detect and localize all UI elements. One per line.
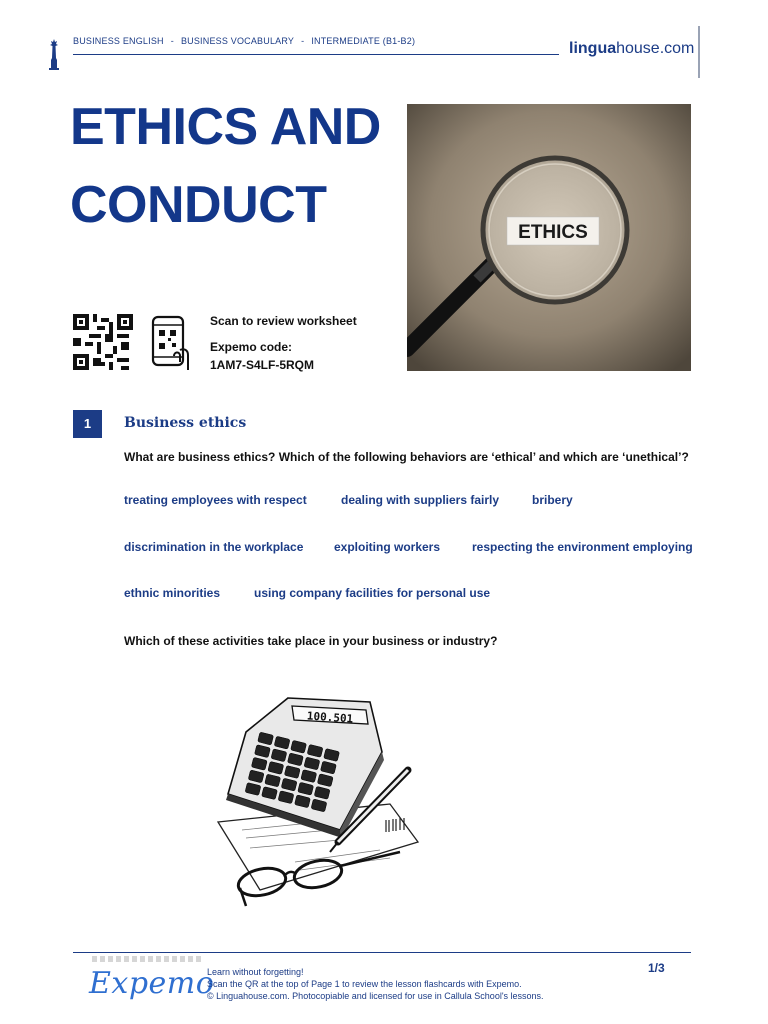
brand-logo[interactable]: linguahouse.com bbox=[569, 40, 695, 57]
question-text: What are business ethics? Which of the following behaviors are ‘ethical’ and which are ‘unethical’? bbox=[124, 450, 689, 464]
vocab-term: treating employees with respect bbox=[124, 493, 307, 507]
calculator-display: 100.501 bbox=[306, 709, 354, 726]
breadcrumb-item[interactable]: INTERMEDIATE (B1-B2) bbox=[311, 36, 416, 46]
header-edge-bar bbox=[698, 26, 700, 78]
statue-of-liberty-icon bbox=[48, 38, 60, 70]
section-number-badge: 1 bbox=[73, 410, 102, 438]
vocab-term: exploiting workers bbox=[334, 540, 441, 554]
qr-code-icon[interactable] bbox=[73, 314, 133, 370]
footer-text: Learn without forgetting! Scan the QR at the top of Page 1 to review the lesson flashcards with Expemo. © Linguahouse.com. Photocopiable and licensed for use in Callula School's lessons. bbox=[207, 967, 544, 1001]
vocab-term: bribery bbox=[532, 493, 573, 507]
calculator-illustration bbox=[200, 692, 426, 918]
footer-divider bbox=[73, 952, 691, 953]
vocab-term: discrimination in the workplace bbox=[124, 540, 304, 554]
phone-scan-icon bbox=[150, 314, 192, 372]
photo-label: ETHICS bbox=[518, 222, 588, 243]
header-divider bbox=[73, 54, 559, 55]
scan-instructions: Scan to review worksheet Expemo code: 1AM7-S4LF-5RQM bbox=[210, 314, 357, 372]
page-number: 1/3 bbox=[648, 961, 665, 975]
breadcrumb: BUSINESS ENGLISH - BUSINESS VOCABULARY - INTERMEDIATE (B1-B2) bbox=[73, 36, 416, 46]
section-title: Business ethics bbox=[124, 415, 247, 431]
breadcrumb-item[interactable]: BUSINESS VOCABULARY bbox=[180, 36, 295, 46]
question-text: Which of these activities take place in your business or industry? bbox=[124, 634, 498, 648]
magnifying-glass-photo bbox=[407, 104, 691, 371]
breadcrumb-item[interactable]: BUSINESS ENGLISH bbox=[73, 36, 164, 46]
expemo-logo[interactable]: Expemo bbox=[89, 966, 215, 1001]
vocab-term: respecting the environment employing bbox=[472, 540, 693, 554]
expemo-code: 1AM7-S4LF-5RQM bbox=[210, 358, 315, 372]
vocab-term: using company facilities for personal use bbox=[254, 586, 491, 600]
footer-watermark bbox=[92, 956, 202, 962]
vocab-term: dealing with suppliers fairly bbox=[341, 493, 500, 507]
vocab-term: ethnic minorities bbox=[124, 586, 221, 600]
page-title: ETHICS AND CONDUCT bbox=[70, 98, 381, 234]
